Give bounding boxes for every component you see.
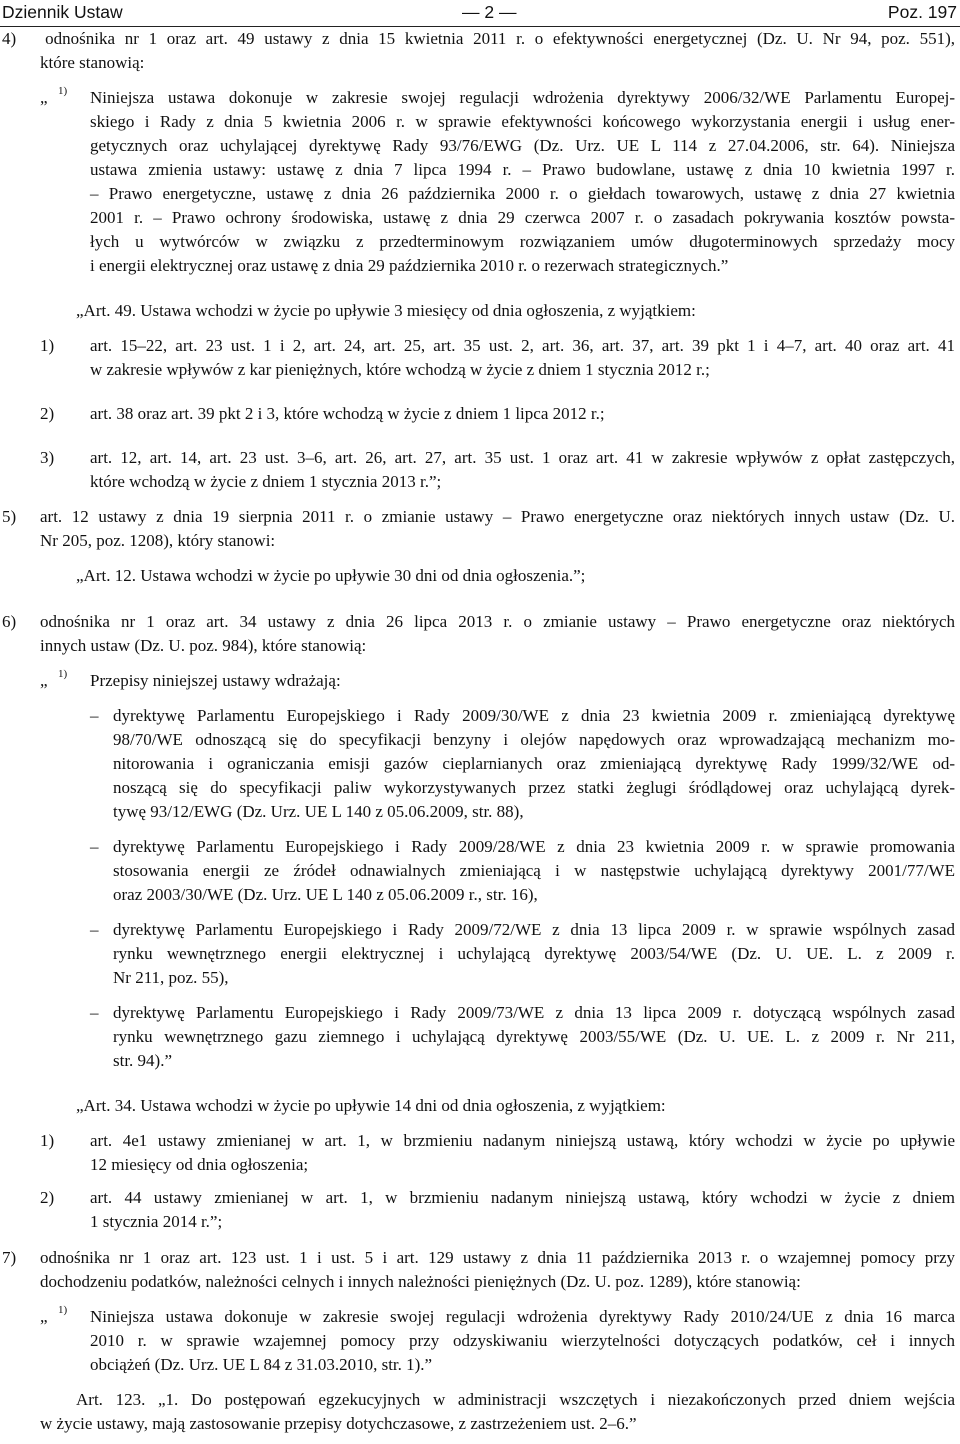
text-line: getycznych oraz uchylającej dyrektywę Rady 93/76/EWG (Dz. Urz. UE L 114 z 27.04.2006, str. 64). Niniejsza xyxy=(90,136,955,155)
text-line: – xyxy=(90,837,99,856)
text-line: Art. 123. „1. Do postępowań egzekucyjnych w administracji wszczętych i niezakończonych przed dniem wejścia xyxy=(76,1390,955,1409)
text-line: art. 15–22, art. 23 ust. 1 i 2, art. 24, art. 25, art. 35 ust. 2, art. 36, art. 37, art. 39 pkt 1 i 4–7, art. 40 oraz art. 41 xyxy=(90,336,955,355)
text-line: tywę 93/12/EWG (Dz. Urz. UE L 140 z 05.06.2009, str. 88), xyxy=(113,802,524,821)
text-line: 5) xyxy=(2,507,17,526)
text-line: dyrektywę Parlamentu Europejskiego i Rady 2009/73/WE z dnia 13 lipca 2009 r. dotyczącą wspólnych zasad xyxy=(113,1003,955,1022)
text-line: „ xyxy=(40,671,48,690)
text-line: 98/70/WE odnoszącą się do specyfikacji benzyny i olejów napędowych oraz wprowadzającą mechanizm mo- xyxy=(113,730,955,749)
page-number: — 2 — xyxy=(462,2,517,22)
text-line: skiego i Rady z dnia 5 kwietnia 2006 r. w sprawie efektywności końcowego wykorzystania energii i usług ener- xyxy=(90,112,955,131)
text-line: 3) xyxy=(40,448,55,467)
text-line: „ xyxy=(40,88,48,107)
text-line: 1) xyxy=(40,336,55,355)
text-line: nitorowania i ograniczania emisji gazów cieplarnianych oraz zmieniającą dyrektywę Rady 1999/32/WE od- xyxy=(113,754,955,773)
text-line: rynku wewnętrznego gazu ziemnego i uchylającą dyrektywę 2003/55/WE (Dz. U. UE. L. z 2009 r. Nr 211, xyxy=(113,1027,955,1046)
text-line: art. 38 oraz art. 39 pkt 2 i 3, które wchodzą w życie z dniem 1 lipca 2012 r.; xyxy=(90,404,605,423)
text-line: 6) xyxy=(2,612,17,631)
text-line: str. 94).” xyxy=(113,1051,173,1070)
text-line: – Prawo energetyczne, ustawę z dnia 26 października 2000 r. o giełdach towarowych, ustawę z dnia 27 kwietnia xyxy=(90,184,955,203)
text-line: dyrektywę Parlamentu Europejskiego i Rady 2009/28/WE z dnia 23 kwietnia 2009 r. w sprawie promowania xyxy=(113,837,955,856)
text-line: „Art. 34. Ustawa wchodzi w życie po upływie 14 dni od dnia ogłoszenia, z wyjątkiem: xyxy=(76,1096,666,1115)
text-line: 2) xyxy=(40,1188,55,1207)
text-line: 1) xyxy=(40,1131,55,1150)
text-line: – xyxy=(90,920,99,939)
text-line: 2001 r. – Prawo ochrony środowiska, ustawę z dnia 29 czerwca 2007 r. o zasadach pokrywania kosztów powsta- xyxy=(90,208,955,227)
text-line: 7) xyxy=(2,1248,17,1267)
text-line: dyrektywę Parlamentu Europejskiego i Rady 2009/30/WE z dnia 23 kwietnia 2009 r. zmieniającą dyrektywę xyxy=(113,706,955,725)
text-line: rynku wewnętrznego energii elektrycznej i uchylającą dyrektywę 2003/54/WE (Dz. U. UE. L. z 2009 r. xyxy=(113,944,955,963)
text-line: Nr 211, poz. 55), xyxy=(113,968,229,987)
journal-title: Dziennik Ustaw xyxy=(2,2,123,22)
text-line: Przepisy niniejszej ustawy wdrażają: xyxy=(90,671,341,690)
text-line: art. 12 ustawy z dnia 19 sierpnia 2011 r. o zmianie ustawy – Prawo energetyczne oraz niektórych innych ustaw (Dz. U. xyxy=(40,507,955,526)
text-line: w zakresie wpływów z kar pieniężnych, które wchodzą w życie z dniem 1 stycznia 2012 r.; xyxy=(90,360,710,379)
text-line: oraz 2003/30/WE (Dz. Urz. UE L 140 z 05.06.2009 r., str. 16), xyxy=(113,885,538,904)
text-line: 2) xyxy=(40,404,55,423)
text-line: stosowania energii ze źródeł odnawialnych zmieniającą i w następstwie uchylającą dyrektywy 2001/77/WE xyxy=(113,861,955,880)
text-line: 4) odnośnika nr 1 oraz art. 49 ustawy z dnia 15 kwietnia 2011 r. o efektywności energetycznej (Dz. U. Nr 94, poz. 551), xyxy=(2,29,955,48)
text-line: „Art. 49. Ustawa wchodzi w życie po upływie 3 miesięcy od dnia ogłoszenia, z wyjątkiem: xyxy=(76,301,696,320)
text-line: odnośnika nr 1 oraz art. 123 ust. 1 i ust. 5 i art. 129 ustawy z dnia 11 października 2013 r. o wzajemnej pomocy przy xyxy=(40,1248,955,1267)
text-line: „ xyxy=(40,1307,48,1326)
text-line: – xyxy=(90,706,99,725)
text-line: obciążeń (Dz. Urz. UE L 84 z 31.03.2010, str. 1).” xyxy=(90,1355,433,1374)
footnote-marker: 1) xyxy=(58,85,68,97)
footnote-marker: 1) xyxy=(58,668,68,680)
text-line: noszącą się do specyfikacji paliw wykorzystywanych przez statki żeglugi śródlądowej oraz uchylającą dyrek- xyxy=(113,778,955,797)
text-line: 12 miesięcy od dnia ogłoszenia; xyxy=(90,1155,309,1174)
text-line: odnośnika nr 1 oraz art. 34 ustawy z dnia 26 lipca 2013 r. o zmianie ustawy – Prawo energetyczne oraz niektórych xyxy=(40,612,955,631)
page-header xyxy=(0,0,960,24)
text-line: które stanowią: xyxy=(40,53,145,72)
text-line: dochodzeniu podatków, należności celnych i innych należności pieniężnych (Dz. U. poz. 1289), które stanowią: xyxy=(40,1272,801,1291)
text-line: w życie ustawy, mają zastosowanie przepisy dotychczasowe, z zastrzeżeniem ust. 2–6.” xyxy=(40,1414,637,1433)
text-line: 2010 r. w sprawie wzajemnej pomocy przy odzyskiwaniu wierzytelności dotyczących podatków, ceł i innych xyxy=(90,1331,955,1350)
text-line: art. 44 ustawy zmienianej w art. 1, w brzmieniu nadanym niniejszą ustawą, który wchodzi w życie z dniem xyxy=(90,1188,955,1207)
text-line: „Art. 12. Ustawa wchodzi w życie po upływie 30 dni od dnia ogłoszenia.”; xyxy=(76,566,586,585)
text-line: Niniejsza ustawa dokonuje w zakresie swojej regulacji wdrożenia dyrektywy 2006/32/WE Parlamentu Europej- xyxy=(90,88,955,107)
text-line: innych ustaw (Dz. U. poz. 984), które stanowią: xyxy=(40,636,367,655)
text-line: i energii elektrycznej oraz ustawę z dnia 29 października 2010 r. o rezerwach strategicznych.” xyxy=(90,256,729,275)
position-number: Poz. 197 xyxy=(887,2,957,22)
footnote-marker: 1) xyxy=(58,1304,68,1316)
text-line: dyrektywę Parlamentu Europejskiego i Rady 2009/72/WE z dnia 13 lipca 2009 r. w sprawie wspólnych zasad xyxy=(113,920,955,939)
text-line: art. 12, art. 14, art. 23 ust. 3–6, art. 26, art. 27, art. 35 ust. 1 oraz art. 41 w zakresie wpływów z opłat zastępczych, xyxy=(90,448,955,467)
text-line: art. 4e1 ustawy zmienianej w art. 1, w brzmieniu nadanym niniejszą ustawą, który wchodzi w życie po upływie xyxy=(90,1131,955,1150)
text-line: ustawa zmienia ustawy: ustawę z dnia 7 lipca 1994 r. – Prawo budowlane, ustawę z dnia 10 kwietnia 1997 r. xyxy=(90,160,955,179)
text-line: które wchodzą w życie z dniem 1 stycznia 2013 r.”; xyxy=(90,472,442,491)
text-line: Niniejsza ustawa dokonuje w zakresie swojej regulacji wdrożenia dyrektywy Rady 2010/24/UE z dnia 16 marca xyxy=(90,1307,955,1326)
text-line: łych u wytwórców w związku z przedterminowym rozwiązaniem umów długoterminowych sprzedaży mocy xyxy=(90,232,955,251)
text-line: Nr 205, poz. 1208), który stanowi: xyxy=(40,531,276,550)
text-line: – xyxy=(90,1003,99,1022)
text-line: 1 stycznia 2014 r.”; xyxy=(90,1212,223,1231)
